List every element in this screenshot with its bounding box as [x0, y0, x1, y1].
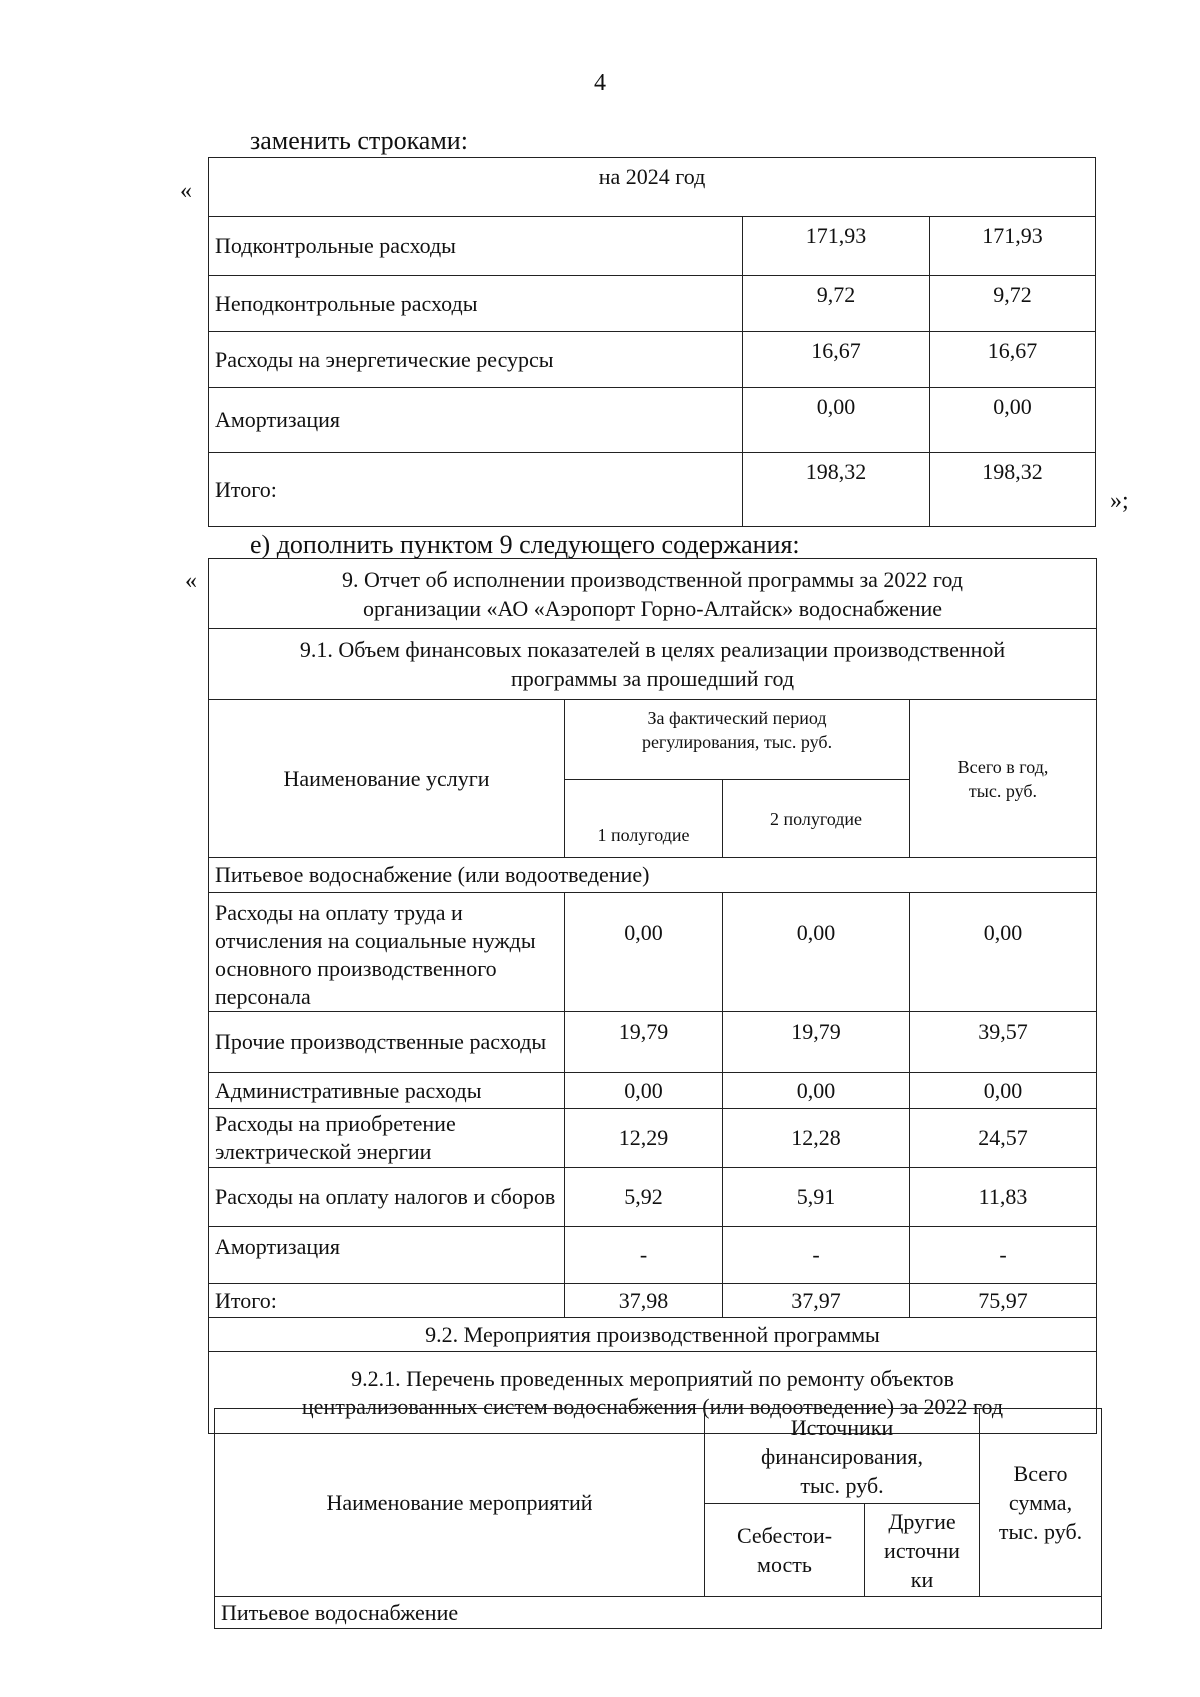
value-cell: 0,00	[743, 388, 930, 453]
opening-quote: «	[185, 568, 197, 594]
value-cell: 19,79	[565, 1012, 723, 1073]
value-cell: 171,93	[743, 217, 930, 276]
table-row	[209, 1109, 1097, 1168]
row-label: Расходы на оплату налогов и сборов	[209, 1168, 565, 1227]
col-header-other-sources: Другие источни ки	[865, 1504, 980, 1597]
group-label: Питьевое водоснабжение	[215, 1597, 1102, 1629]
table-row	[209, 1284, 1097, 1318]
value-cell: 171,93	[930, 217, 1096, 276]
value-cell: 37,98	[565, 1284, 723, 1318]
col-header-service: Наименование услуги	[209, 700, 565, 858]
section-9-1-title: 9.1. Объем финансовых показателей в целях реализации производственной программы за прошедший год	[209, 629, 1097, 700]
col-header-activity: Наименование мероприятий	[215, 1409, 705, 1597]
col-header-cost: Себестои- мость	[705, 1504, 865, 1597]
table-row	[209, 453, 1096, 527]
value-cell: 37,97	[723, 1284, 910, 1318]
table-row	[209, 217, 1096, 276]
row-label: Расходы на энергетические ресурсы	[209, 332, 743, 388]
value-cell: 75,97	[910, 1284, 1097, 1318]
col-header-total-sum: Всего сумма, тыс. руб.	[980, 1409, 1102, 1597]
value-cell: 0,00	[565, 1073, 723, 1109]
row-label: Неподконтрольные расходы	[209, 276, 743, 332]
table-row	[209, 388, 1096, 453]
value-cell: 12,29	[565, 1109, 723, 1168]
value-cell: -	[910, 1227, 1097, 1284]
table-row	[209, 276, 1096, 332]
row-label: Прочие производственные расходы	[209, 1012, 565, 1073]
value-cell: 39,57	[910, 1012, 1097, 1073]
section-9-2-title: 9.2. Мероприятия производственной программы	[209, 1318, 1097, 1352]
value-cell: 5,92	[565, 1168, 723, 1227]
value-cell: 16,67	[743, 332, 930, 388]
row-label: Расходы на приобретение электрической энергии	[209, 1109, 565, 1168]
table-row	[209, 1012, 1097, 1073]
value-cell: -	[565, 1227, 723, 1284]
replacement-table-2024	[208, 157, 1096, 527]
col-header-total: Всего в год, тыс. руб.	[910, 700, 1097, 858]
value-cell: 0,00	[723, 1073, 910, 1109]
table-row	[209, 1168, 1097, 1227]
col-header-half2: 2 полугодие	[723, 780, 910, 858]
page-number: 4	[594, 70, 606, 96]
production-program-report-table	[208, 558, 1097, 1434]
replace-heading: заменить строками:	[250, 126, 468, 155]
value-cell: 0,00	[910, 893, 1097, 1012]
value-cell: 5,91	[723, 1168, 910, 1227]
col-header-sources: Источники финансирования, тыс. руб.	[705, 1409, 980, 1504]
opening-quote: «	[180, 178, 192, 204]
section-9-2-1-title: 9.2.1. Перечень проведенных мероприятий по ремонту объектов централизованных систем водоснабжения (или водоотведение) за 2022 год	[209, 1352, 1097, 1434]
table1-header: на 2024 год	[209, 158, 1096, 217]
value-cell: 24,57	[910, 1109, 1097, 1168]
value-cell: 0,00	[910, 1073, 1097, 1109]
table-row	[209, 1073, 1097, 1109]
row-label: Административные расходы	[209, 1073, 565, 1109]
table-row	[209, 893, 1097, 1012]
table-row	[209, 332, 1096, 388]
value-cell: 16,67	[930, 332, 1096, 388]
col-header-half1: 1 полугодие	[565, 780, 723, 858]
row-label: Подконтрольные расходы	[209, 217, 743, 276]
section-9-title: 9. Отчет об исполнении производственной программы за 2022 год организации «АО «Аэропорт Горно-Алтайск» водоснабжение	[209, 559, 1097, 629]
value-cell: 9,72	[930, 276, 1096, 332]
value-cell: 198,32	[743, 453, 930, 527]
row-label: Итого:	[209, 1284, 565, 1318]
row-label: Итого:	[209, 453, 743, 527]
value-cell: 11,83	[910, 1168, 1097, 1227]
add-heading: е) дополнить пунктом 9 следующего содержания:	[250, 530, 800, 559]
repair-activities-table	[214, 1408, 1102, 1629]
value-cell: 9,72	[743, 276, 930, 332]
closing-quote: »;	[1110, 488, 1129, 514]
col-header-period: За фактический период регулирования, тыс. руб.	[565, 700, 910, 780]
value-cell: 12,28	[723, 1109, 910, 1168]
value-cell: 19,79	[723, 1012, 910, 1073]
value-cell: -	[723, 1227, 910, 1284]
table-row	[209, 1227, 1097, 1284]
row-label: Амортизация	[209, 388, 743, 453]
value-cell: 0,00	[723, 893, 910, 1012]
value-cell: 198,32	[930, 453, 1096, 527]
row-label: Амортизация	[209, 1227, 565, 1284]
value-cell: 0,00	[930, 388, 1096, 453]
row-label: Расходы на оплату труда и отчисления на социальные нужды основного производственного персонала	[209, 893, 565, 1012]
value-cell: 0,00	[565, 893, 723, 1012]
group-label: Питьевое водоснабжение (или водоотведение)	[209, 858, 1097, 893]
